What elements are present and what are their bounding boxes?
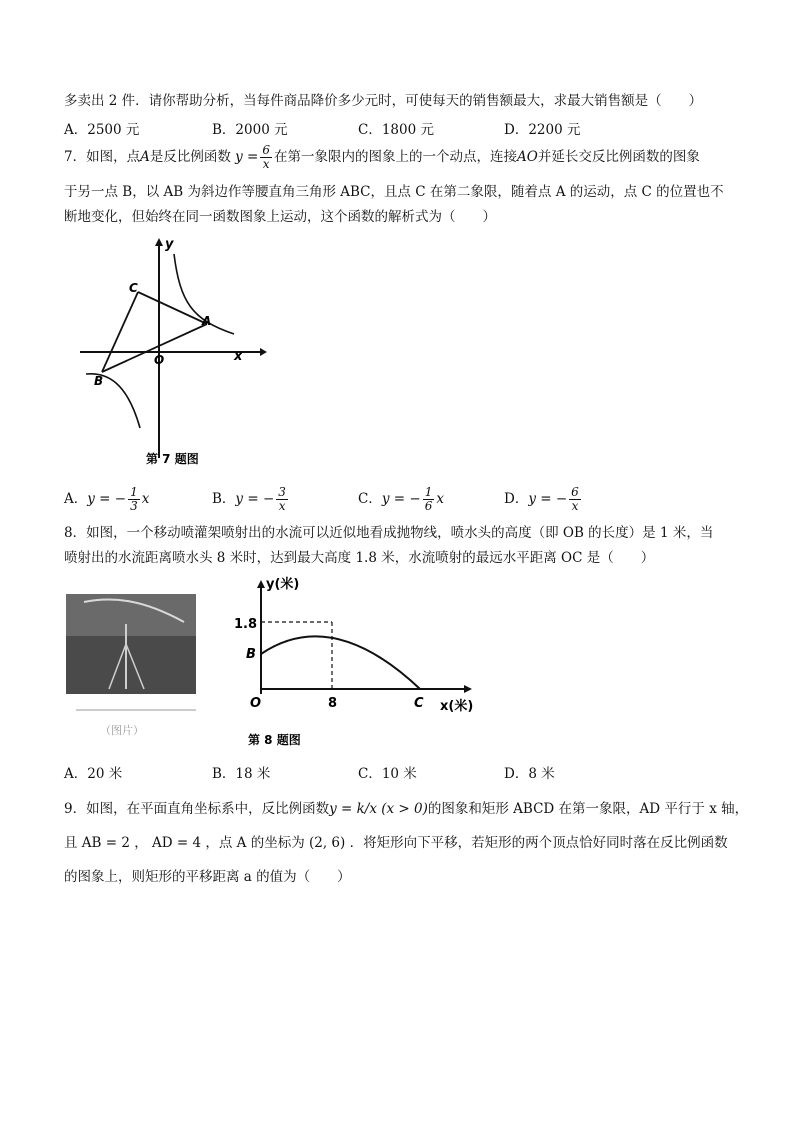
q8-label-o: O	[250, 696, 262, 711]
q7-x-arrow-icon	[260, 348, 267, 356]
q9-function: y = k/x (x > 0)	[329, 801, 428, 817]
q8-line1: 8．如图，一个移动喷灌架喷射出的水流可以近似地看成抛物线，喷水头的高度（即 OB 的长度）是 1 米，当	[64, 525, 714, 541]
q8-label-ymax: 1.8	[234, 617, 258, 632]
q7-option-d[interactable]: D．y = − $\frac{6}{x}$	[504, 485, 579, 513]
q7-function: y =	[235, 149, 259, 165]
q7-option-c[interactable]: C．y = − $\frac{1}{6}$ x	[358, 485, 444, 513]
q8-figure	[64, 574, 494, 752]
q9-line1: 9．如图，在平面直角坐标系中，反比例函数y = k/x (x > 0)的图象和矩形 ABCD 在第一象限，AD 平行于 x 轴，	[64, 801, 749, 817]
q8-label-b: B	[246, 647, 256, 662]
q7-option-b[interactable]: B．y = − $\frac{3}{x}$	[212, 485, 286, 513]
q8-photo-caption: （图片）	[100, 724, 144, 737]
q7-line1: 7．如图，点A是反比例函数 y = $\frac{6}{x}$ 在第一象限内的图象上的一个动点，连接AO并延长交反比例函数的图象	[64, 143, 700, 171]
q7-segment-ca	[138, 292, 207, 324]
q7-function-fraction: $\frac{6}{x}$	[262, 143, 271, 171]
q8-option-a[interactable]: A．20 米	[64, 766, 123, 782]
q6-option-a[interactable]: A．2500 元	[64, 122, 140, 138]
q8-option-b[interactable]: B．18 米	[212, 766, 271, 782]
q6-option-d[interactable]: D．2200 元	[504, 122, 581, 138]
q6-option-b[interactable]: B．2000 元	[212, 122, 288, 138]
q7-label-x: x	[234, 349, 243, 364]
q8-line2: 喷射出的水流距离喷水头 8 米时，达到最大高度 1.8 米，水流喷射的最远水平距离 OC 是（ ）	[64, 550, 655, 566]
q7-option-a[interactable]: A．y = − $\frac{1}{3}$ x	[64, 485, 150, 513]
q7-y-arrow-icon	[155, 238, 163, 246]
q7-line2: 于另一点 B，以 AB 为斜边作等腰直角三角形 ABC，且点 C 在第二象限，随着点 A 的运动，点 C 的位置也不	[64, 184, 724, 200]
q8-option-c[interactable]: C．10 米	[358, 766, 417, 782]
q8-x-arrow-icon	[464, 685, 472, 693]
q8-label-x: x(米)	[440, 699, 474, 714]
q9-line3: 的图象上，则矩形的平移距离 a 的值为（ ）	[64, 869, 351, 885]
q7-segment-cb	[102, 292, 138, 372]
q6-text: 多卖出 2 件．请你帮助分析，当每件商品降价多少元时，可使每天的销售额最大，求最大销售额是（ ）	[64, 93, 703, 109]
q7-label-o: O	[154, 353, 165, 367]
q8-parabola	[261, 636, 420, 689]
q6-option-c[interactable]: C．1800 元	[358, 122, 434, 138]
q8-label-8: 8	[328, 696, 338, 711]
q9-line2: 且 AB = 2 ， AD = 4 ，点 A 的坐标为 (2, 6) ．将矩形向下平移，若矩形的两个顶点恰好同时落在反比例函数	[64, 835, 728, 851]
q7-label-b: B	[94, 374, 104, 388]
q8-label-y: y(米)	[266, 577, 300, 592]
q8-figure-caption: 第 8 题图	[248, 733, 301, 747]
q7-figure	[62, 232, 272, 477]
q7-label-a: A	[202, 314, 212, 328]
q7-figure-caption: 第 7 题图	[146, 452, 199, 466]
q8-label-c: C	[414, 696, 424, 711]
q8-option-d[interactable]: D．8 米	[504, 766, 555, 782]
q7-label-y: y	[165, 237, 174, 252]
q7-line3: 断地变化，但始终在同一函数图象上运动，这个函数的解析式为（ ）	[64, 209, 496, 225]
q7-label-c: C	[129, 281, 138, 295]
q8-y-arrow-icon	[257, 580, 265, 588]
